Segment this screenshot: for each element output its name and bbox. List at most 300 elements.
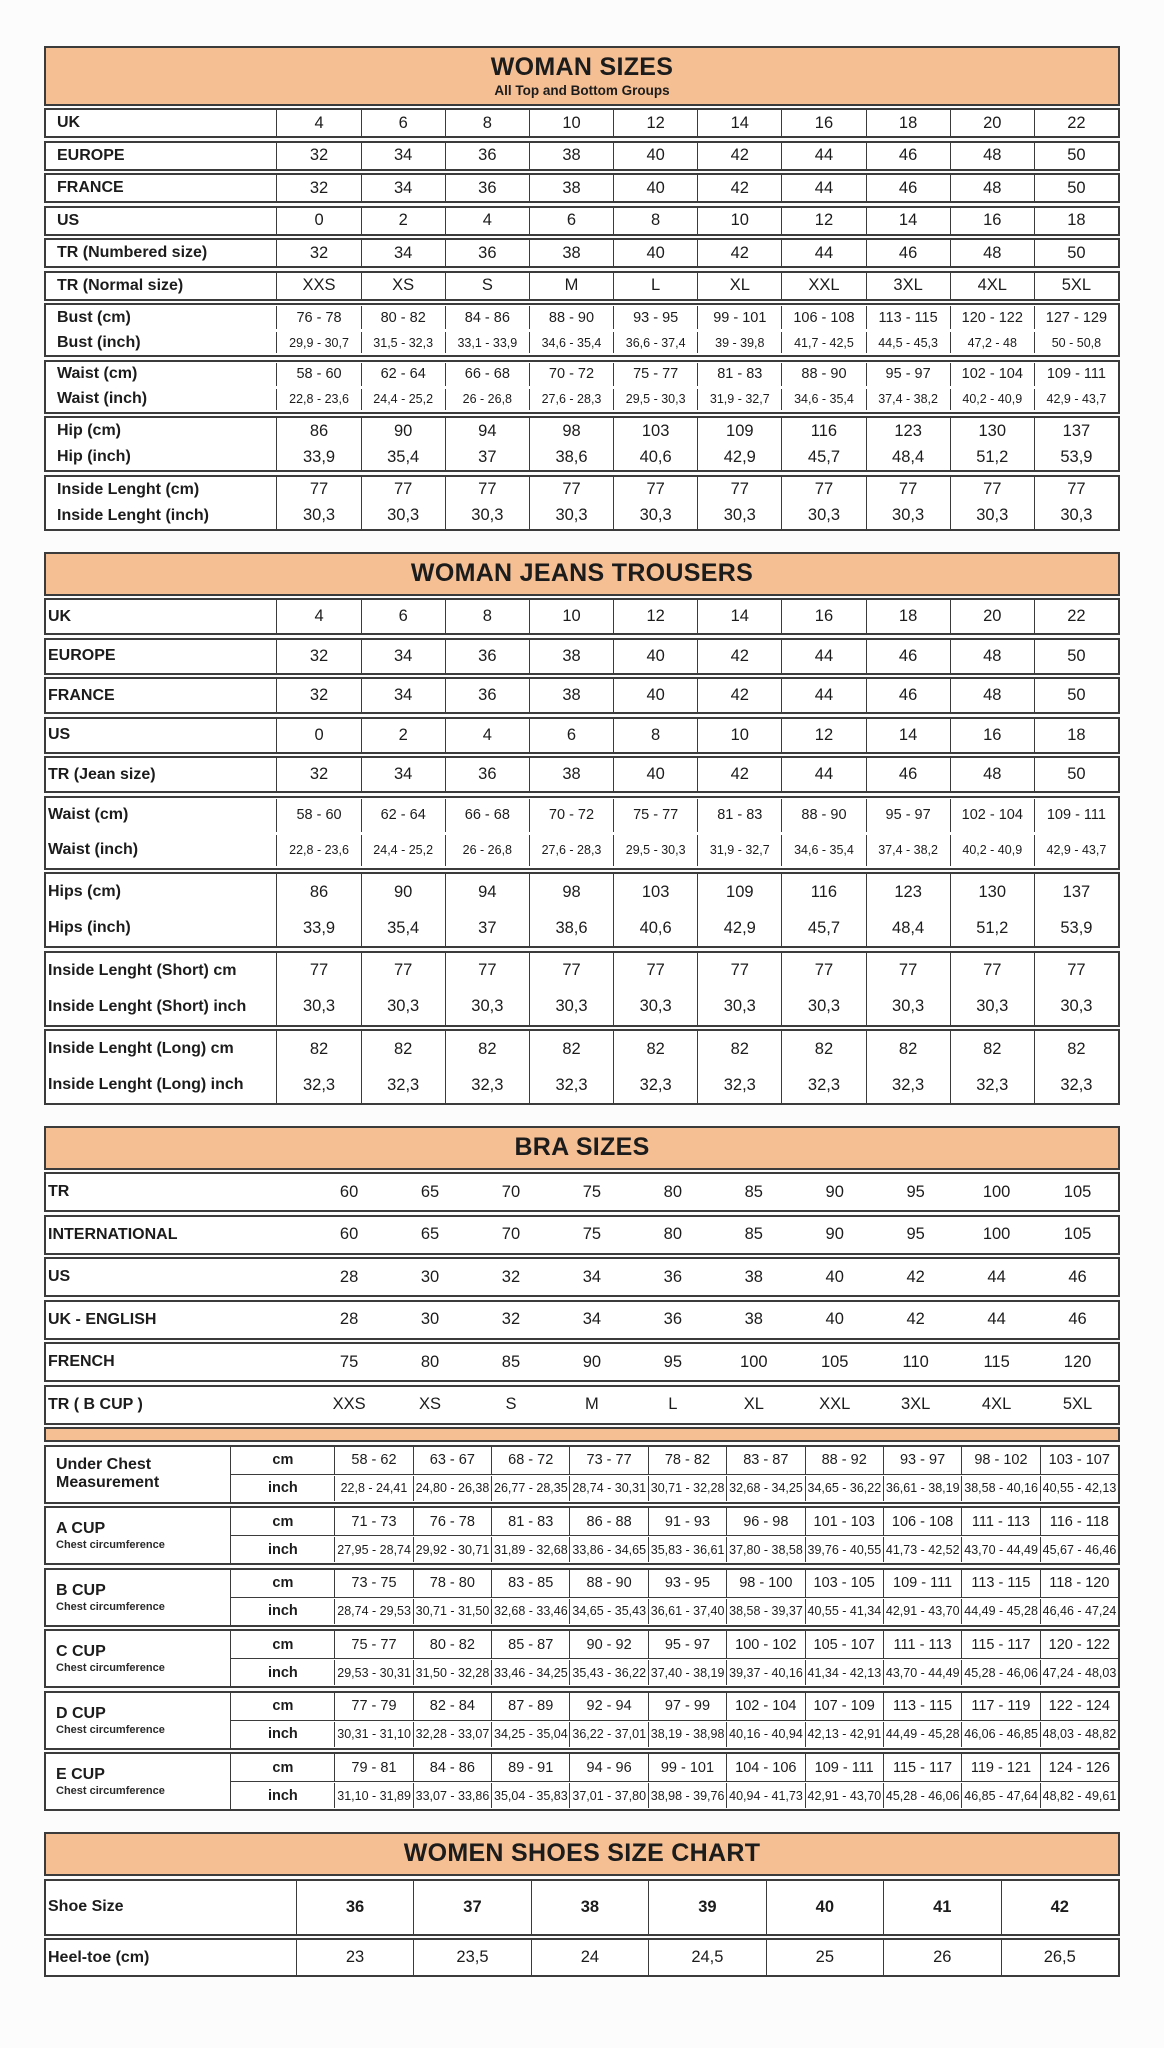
value-cell: 36,61 - 37,40 <box>648 1599 726 1624</box>
value-cell: 38 <box>529 240 613 266</box>
value-cell: 12 <box>781 208 865 234</box>
value-cell: 109 <box>697 874 781 910</box>
value-cell: 65 <box>420 1225 440 1244</box>
value-cell: 51,2 <box>950 444 1034 470</box>
row-label: Bust (inch) <box>57 333 141 351</box>
value-cell: 77 <box>445 477 529 503</box>
table-row <box>231 1631 1118 1658</box>
value-cell: 43,70 - 44,49 <box>961 1537 1039 1562</box>
row-label: Inside Lenght (cm) <box>57 480 200 498</box>
value-cell: 2 <box>361 208 445 234</box>
value-cell: 109 - 111 <box>1034 799 1118 832</box>
table-row <box>46 305 1118 330</box>
table-row <box>46 444 1118 470</box>
table-row <box>46 833 1118 868</box>
value-cell: XL <box>743 1395 764 1414</box>
value-cell: 40,94 - 41,73 <box>726 1783 804 1808</box>
row-label: UK <box>48 607 72 625</box>
table-row <box>231 1447 1118 1474</box>
value-cell: 77 <box>529 953 613 989</box>
row-label: US <box>48 1268 71 1286</box>
value-cell: 120 - 122 <box>950 306 1034 329</box>
value-cell: 40,2 - 40,9 <box>950 835 1034 866</box>
value-cell: 24,5 <box>648 1940 765 1975</box>
unit-label: inch <box>267 1603 298 1620</box>
row-label: TR ( B CUP ) <box>48 1395 143 1413</box>
table-title: WOMEN SHOES SIZE CHART <box>403 1839 761 1868</box>
row-label: TR <box>48 1183 70 1201</box>
value-cell: 32,68 - 34,25 <box>726 1476 804 1501</box>
value-cell: 46,85 - 47,64 <box>961 1783 1039 1808</box>
row-label: US <box>48 726 71 743</box>
value-cell: 103 <box>613 874 697 910</box>
row-label: Hips (inch) <box>48 919 131 936</box>
value-cell: 32,68 - 33,46 <box>491 1599 569 1624</box>
value-cell: 62 - 64 <box>361 799 445 832</box>
value-cell: 73 - 75 <box>334 1570 412 1597</box>
row-group <box>44 1029 1120 1105</box>
row-label: Waist (cm) <box>48 806 129 823</box>
value-cell: 75 <box>339 1352 359 1371</box>
table-row <box>46 503 1118 529</box>
value-cell: 86 <box>276 874 360 910</box>
value-cell: 44 <box>781 143 865 169</box>
value-cell: 42 <box>1001 1881 1118 1934</box>
value-cell: 36 <box>445 758 529 791</box>
row-label: TR (Normal size) <box>57 276 184 294</box>
value-cell: 127 - 129 <box>1034 306 1118 329</box>
cup-rows <box>231 1570 1118 1625</box>
table-row <box>46 175 1118 201</box>
value-cell: 4 <box>445 208 529 234</box>
value-cell: 10 <box>697 208 781 234</box>
row-group <box>44 108 1120 138</box>
value-cell: 4XL <box>981 1395 1012 1414</box>
table-row <box>46 758 1118 791</box>
value-cell: 103 - 107 <box>1040 1447 1118 1474</box>
value-cell: 80 <box>663 1182 683 1201</box>
row-label: Bust (cm) <box>57 308 131 326</box>
value-cell: 111 - 113 <box>961 1508 1039 1535</box>
value-cell: L <box>668 1395 678 1414</box>
value-cell: 98 - 100 <box>726 1570 804 1597</box>
row-label: Waist (inch) <box>57 390 148 408</box>
value-cell: 83 - 85 <box>491 1570 569 1597</box>
value-cell: 109 - 111 <box>1034 363 1118 386</box>
value-cell: 78 - 80 <box>413 1570 491 1597</box>
value-cell: 50 <box>1034 640 1118 673</box>
row-group <box>44 872 1120 948</box>
value-cell: 103 - 105 <box>805 1570 883 1597</box>
value-cell: 36,22 - 37,01 <box>569 1722 647 1747</box>
value-cell: 37 <box>445 910 529 946</box>
value-cell: 116 <box>781 418 865 444</box>
value-cell: 8 <box>613 208 697 234</box>
value-cell: 105 <box>1063 1225 1092 1244</box>
value-cell: 85 - 87 <box>491 1631 569 1658</box>
value-cell: 32 <box>276 175 360 201</box>
table-title: WOMAN JEANS TROUSERS <box>410 558 754 587</box>
value-cell: 39 <box>648 1881 765 1934</box>
row-label: Inside Lenght (inch) <box>57 506 209 524</box>
value-cell: 40 <box>613 175 697 201</box>
value-cell: 34,65 - 35,43 <box>569 1599 647 1624</box>
cup-label: E CUP <box>56 1766 105 1784</box>
value-cell: 36 <box>445 143 529 169</box>
value-cell: 82 <box>361 1031 445 1067</box>
value-cell: 38 <box>529 679 613 712</box>
value-cell: 77 <box>445 953 529 989</box>
unit-label: inch <box>267 1726 298 1743</box>
value-cell: 32,3 <box>445 1067 529 1103</box>
value-cell: S <box>445 273 529 299</box>
cup-label: B CUP <box>56 1581 106 1599</box>
value-cell: 32,3 <box>276 1067 360 1103</box>
row-label: Hip (cm) <box>57 422 121 440</box>
value-cell: 46 <box>866 175 950 201</box>
value-cell: 82 <box>276 1031 360 1067</box>
value-cell: M <box>585 1395 599 1414</box>
value-cell: 90 <box>361 418 445 444</box>
unit-label: cm <box>272 1452 294 1469</box>
row-label: US <box>57 211 80 229</box>
value-cell: 90 <box>825 1182 844 1201</box>
value-cell: 48,4 <box>866 444 950 470</box>
row-group <box>44 598 1120 635</box>
value-cell: 98 <box>529 418 613 444</box>
value-cell: 75 - 77 <box>613 363 697 386</box>
value-cell: 22,8 - 24,41 <box>334 1476 412 1501</box>
value-cell: 37,4 - 38,2 <box>866 389 950 410</box>
value-cell: 104 - 106 <box>726 1754 804 1781</box>
value-cell: 14 <box>866 719 950 752</box>
value-cell: 77 <box>781 953 865 989</box>
value-cell: 18 <box>1034 719 1118 752</box>
value-cell: 66 - 68 <box>445 363 529 386</box>
row-group <box>44 1215 1120 1255</box>
value-cell: 32 <box>276 758 360 791</box>
value-cell: 30,71 - 31,50 <box>413 1599 491 1624</box>
bra-sizes-table <box>44 1126 1120 1811</box>
cup-group <box>44 1445 1120 1504</box>
woman-jeans-header <box>44 552 1120 596</box>
table-row <box>46 719 1118 752</box>
table-row <box>46 273 1118 299</box>
value-cell: 30,3 <box>529 989 613 1025</box>
value-cell: 14 <box>866 208 950 234</box>
table-row <box>46 874 1118 910</box>
cup-rows <box>231 1447 1118 1502</box>
value-cell: 82 <box>445 1031 529 1067</box>
value-cell: 22 <box>1034 110 1118 136</box>
value-cell: 27,95 - 28,74 <box>334 1537 412 1562</box>
value-cell: 38 <box>744 1310 763 1329</box>
value-cell: 89 - 91 <box>491 1754 569 1781</box>
value-cell: 82 <box>1034 1031 1118 1067</box>
woman-sizes-rows <box>44 108 1120 531</box>
row-group <box>44 717 1120 754</box>
value-cell: 10 <box>529 110 613 136</box>
cup-group <box>44 1629 1120 1688</box>
bra-separator-band <box>44 1427 1120 1442</box>
value-cell: 35,4 <box>361 444 445 470</box>
value-cell: 113 - 115 <box>961 1570 1039 1597</box>
value-cell: 86 <box>276 418 360 444</box>
woman-sizes-header <box>44 46 1120 106</box>
value-cell: 34 <box>582 1267 602 1286</box>
value-cell: 80 <box>420 1352 440 1371</box>
value-cell: 37 <box>413 1881 530 1934</box>
value-cell: 40 <box>825 1267 844 1286</box>
value-cell: 70 - 72 <box>529 799 613 832</box>
value-cell: 35,83 - 36,61 <box>648 1537 726 1562</box>
value-cell: 29,5 - 30,3 <box>613 389 697 410</box>
table-row <box>46 1940 1118 1975</box>
value-cell: 42 <box>697 175 781 201</box>
table-row <box>46 910 1118 946</box>
value-cell: 88 - 90 <box>781 799 865 832</box>
table-title: WOMAN SIZES <box>490 53 674 81</box>
value-cell: 42,13 - 42,91 <box>805 1722 883 1747</box>
value-cell: 18 <box>866 110 950 136</box>
value-cell: 42,9 <box>697 910 781 946</box>
value-cell: 120 <box>1063 1352 1092 1371</box>
value-cell: 30,3 <box>866 989 950 1025</box>
value-cell: 95 - 97 <box>866 363 950 386</box>
value-cell: 75 <box>582 1182 602 1201</box>
value-cell: 44 <box>987 1310 1006 1329</box>
value-cell: 26 - 26,8 <box>445 389 529 410</box>
value-cell: 58 - 62 <box>334 1447 412 1474</box>
value-cell: 94 <box>445 874 529 910</box>
value-cell: 46,46 - 47,24 <box>1040 1599 1118 1624</box>
value-cell: 36 <box>445 679 529 712</box>
value-cell: 86 - 88 <box>569 1508 647 1535</box>
value-cell: 32,3 <box>529 1067 613 1103</box>
value-cell: 16 <box>781 600 865 633</box>
value-cell: 30,3 <box>361 989 445 1025</box>
cup-sublabel: Chest circumference <box>56 1600 165 1613</box>
cup-label-cell <box>46 1508 231 1563</box>
table-row <box>231 1754 1118 1781</box>
value-cell: 116 - 118 <box>1040 1508 1118 1535</box>
value-cell: 25 <box>766 1940 883 1975</box>
table-row <box>46 1174 1118 1210</box>
value-cell: 46 <box>866 143 950 169</box>
value-cell: 33,46 - 34,25 <box>491 1660 569 1685</box>
value-cell: 40 <box>613 640 697 673</box>
value-cell: 0 <box>276 719 360 752</box>
value-cell: 105 <box>820 1352 849 1371</box>
table-subtitle: All Top and Bottom Groups <box>494 82 670 98</box>
value-cell: 70 <box>501 1225 521 1244</box>
value-cell: 93 - 97 <box>883 1447 961 1474</box>
cup-sublabel: Chest circumference <box>56 1539 165 1552</box>
table-row <box>46 600 1118 633</box>
value-cell: 24,4 - 25,2 <box>361 389 445 410</box>
cup-group <box>44 1691 1120 1750</box>
value-cell: 73 - 77 <box>569 1447 647 1474</box>
value-cell: 32 <box>276 143 360 169</box>
value-cell: 5XL <box>1034 273 1118 299</box>
value-cell: 90 <box>582 1352 602 1371</box>
value-cell: 40,6 <box>613 910 697 946</box>
value-cell: 93 - 95 <box>613 306 697 329</box>
value-cell: 60 <box>339 1225 359 1244</box>
value-cell: 79 - 81 <box>334 1754 412 1781</box>
value-cell: 20 <box>950 110 1034 136</box>
value-cell: 27,6 - 28,3 <box>529 389 613 410</box>
cup-rows <box>231 1631 1118 1686</box>
value-cell: 30,3 <box>276 989 360 1025</box>
value-cell: 42,9 - 43,7 <box>1034 835 1118 866</box>
value-cell: 90 <box>361 874 445 910</box>
value-cell: 90 <box>825 1225 844 1244</box>
value-cell: 30,3 <box>781 989 865 1025</box>
value-cell: 14 <box>697 110 781 136</box>
value-cell: 36,61 - 38,19 <box>883 1476 961 1501</box>
value-cell: 32 <box>276 640 360 673</box>
value-cell: 88 - 92 <box>805 1447 883 1474</box>
value-cell: 42 <box>697 143 781 169</box>
value-cell: 30,3 <box>529 503 613 529</box>
value-cell: 77 <box>1034 477 1118 503</box>
value-cell: 26 <box>883 1940 1000 1975</box>
value-cell: 77 <box>866 953 950 989</box>
value-cell: 40,2 - 40,9 <box>950 389 1034 410</box>
value-cell: 123 <box>866 418 950 444</box>
cup-group <box>44 1506 1120 1565</box>
value-cell: 40 <box>766 1881 883 1934</box>
unit-label: inch <box>267 1480 298 1497</box>
value-cell: 115 - 117 <box>961 1631 1039 1658</box>
value-cell: 77 <box>781 477 865 503</box>
value-cell: 71 - 73 <box>334 1508 412 1535</box>
cup-label: D CUP <box>56 1704 106 1722</box>
cup-label-cell <box>46 1631 231 1686</box>
value-cell: 3XL <box>866 273 950 299</box>
value-cell: 32 <box>501 1310 521 1329</box>
value-cell: 97 - 99 <box>648 1693 726 1720</box>
row-label: FRANCE <box>48 686 115 704</box>
value-cell: 34 <box>582 1310 602 1329</box>
value-cell: 92 - 94 <box>569 1693 647 1720</box>
value-cell: 30,3 <box>276 503 360 529</box>
value-cell: 40 <box>613 758 697 791</box>
value-cell: 77 <box>361 477 445 503</box>
row-group <box>44 360 1120 414</box>
value-cell: 50 <box>1034 758 1118 791</box>
value-cell: 6 <box>529 719 613 752</box>
value-cell: 31,10 - 31,89 <box>334 1783 412 1808</box>
value-cell: 107 - 109 <box>805 1693 883 1720</box>
woman-jeans-rows <box>44 598 1120 1105</box>
row-label: EUROPE <box>57 146 125 164</box>
value-cell: 77 <box>950 477 1034 503</box>
value-cell: 37,01 - 37,80 <box>569 1783 647 1808</box>
value-cell: 48 <box>950 640 1034 673</box>
value-cell: 40 <box>613 143 697 169</box>
value-cell: 109 - 111 <box>805 1754 883 1781</box>
value-cell: 124 - 126 <box>1040 1754 1118 1781</box>
value-cell: 77 - 79 <box>334 1693 412 1720</box>
value-cell: 4 <box>276 600 360 633</box>
row-label: TR (Jean size) <box>48 765 156 783</box>
cup-rows <box>231 1693 1118 1748</box>
cup-rows <box>231 1508 1118 1563</box>
row-group <box>44 1172 1120 1212</box>
value-cell: 33,86 - 34,65 <box>569 1537 647 1562</box>
bra-cup-groups <box>44 1445 1120 1812</box>
value-cell: 32,3 <box>1034 1067 1118 1103</box>
value-cell: 38 <box>529 175 613 201</box>
value-cell: 5XL <box>1062 1395 1093 1414</box>
size-chart-page <box>44 0 1120 1977</box>
value-cell: 42 <box>906 1267 925 1286</box>
value-cell: 26 - 26,8 <box>445 835 529 866</box>
value-cell: 34 <box>361 679 445 712</box>
table-row <box>46 1881 1118 1934</box>
value-cell: 82 - 84 <box>413 1693 491 1720</box>
value-cell: 84 - 86 <box>413 1754 491 1781</box>
value-cell: 119 - 121 <box>961 1754 1039 1781</box>
value-cell: 20 <box>950 600 1034 633</box>
value-cell: 80 - 82 <box>361 306 445 329</box>
table-row <box>46 640 1118 673</box>
cup-sublabel: Chest circumference <box>56 1723 165 1736</box>
value-cell: 42 <box>697 758 781 791</box>
value-cell: 45,67 - 46,46 <box>1040 1537 1118 1562</box>
value-cell: 48,03 - 48,82 <box>1040 1722 1118 1747</box>
row-group <box>44 1879 1120 1936</box>
value-cell: 46 <box>1068 1310 1087 1329</box>
value-cell: 122 - 124 <box>1040 1693 1118 1720</box>
value-cell: 29,92 - 30,71 <box>413 1537 491 1562</box>
value-cell: 48,4 <box>866 910 950 946</box>
value-cell: 47,2 - 48 <box>950 332 1034 353</box>
row-label: Inside Lenght (Long) cm <box>48 1040 234 1057</box>
value-cell: 2 <box>361 719 445 752</box>
value-cell: 77 <box>361 953 445 989</box>
row-label: EUROPE <box>48 647 116 664</box>
row-label: Waist (inch) <box>48 841 139 858</box>
value-cell: 45,7 <box>781 910 865 946</box>
value-cell: 34 <box>361 143 445 169</box>
value-cell: 95 <box>663 1352 683 1371</box>
value-cell: 75 - 77 <box>334 1631 412 1658</box>
value-cell: 109 - 111 <box>883 1570 961 1597</box>
value-cell: 85 <box>501 1352 521 1371</box>
value-cell: 31,9 - 32,7 <box>697 835 781 866</box>
woman-sizes-table <box>44 46 1120 531</box>
value-cell: 40 <box>613 679 697 712</box>
value-cell: 30,3 <box>950 989 1034 1025</box>
row-label: Waist (cm) <box>57 365 138 383</box>
shoes-size-table <box>44 1832 1120 1977</box>
value-cell: 36 <box>445 240 529 266</box>
table-row <box>231 1508 1118 1535</box>
value-cell: 40,16 - 40,94 <box>726 1722 804 1747</box>
value-cell: 88 - 90 <box>781 363 865 386</box>
value-cell: 101 - 103 <box>805 1508 883 1535</box>
value-cell: 33,1 - 33,9 <box>445 332 529 353</box>
value-cell: 34 <box>361 640 445 673</box>
value-cell: 29,5 - 30,3 <box>613 835 697 866</box>
value-cell: 42,91 - 43,70 <box>883 1599 961 1624</box>
value-cell: 117 - 119 <box>961 1693 1039 1720</box>
value-cell: 31,50 - 32,28 <box>413 1660 491 1685</box>
value-cell: 120 - 122 <box>1040 1631 1118 1658</box>
